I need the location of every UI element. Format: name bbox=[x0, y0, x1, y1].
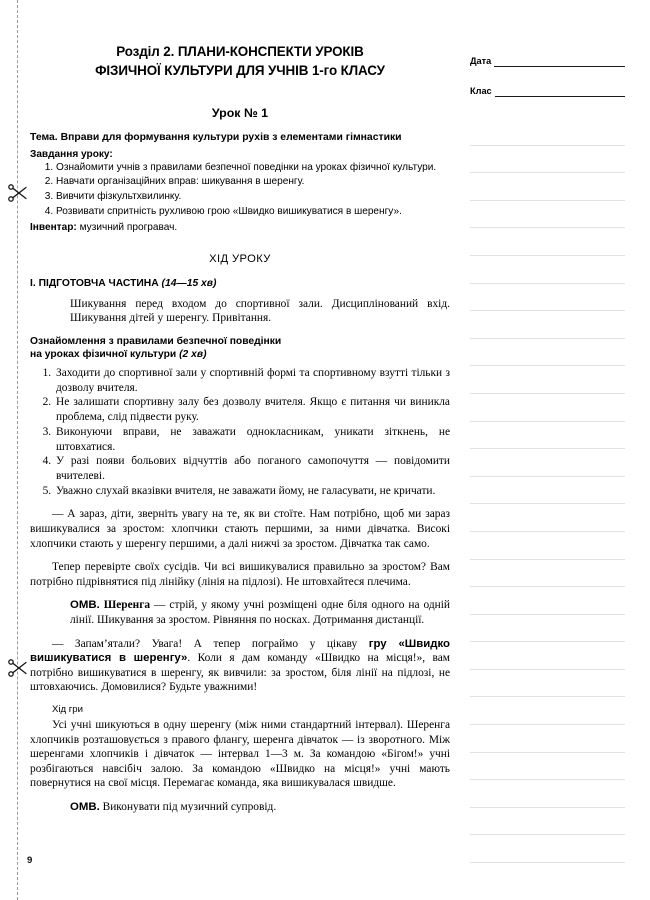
note-rule-line[interactable] bbox=[470, 697, 625, 725]
lesson-number: Урок № 1 bbox=[211, 106, 269, 121]
note-rule-line[interactable] bbox=[470, 753, 625, 781]
theme-label: Тема. bbox=[30, 132, 58, 144]
inventory-text: музичний програвач. bbox=[79, 221, 178, 233]
list-item: 1. Ознайомити учнів з правилами безпечної поведінки на уроках фізичної культури. bbox=[56, 161, 450, 176]
part-one-intro: Шикування перед входом до спортивної зали. Дисциплінований вхід. Шикування дітей у шеренгу. Привітання. bbox=[70, 297, 450, 325]
page-title-line-1: Розділ 2. ПЛАНИ-КОНСПЕКТИ УРОКІВ bbox=[116, 44, 364, 59]
class-field-label: Клас bbox=[470, 85, 492, 96]
lesson-flow-heading: ХІД УРОКУ bbox=[209, 252, 271, 265]
safety-duration: (2 хв) bbox=[179, 349, 207, 361]
game-flow-heading: Хід гри bbox=[52, 703, 83, 715]
objectives-label: Завдання уроку: bbox=[30, 148, 113, 160]
note-rule-line[interactable] bbox=[470, 339, 625, 367]
note-rule-line[interactable] bbox=[470, 311, 625, 339]
note-rule-line[interactable] bbox=[470, 449, 625, 477]
safety-heading-line-2: на уроках фізичної культури bbox=[30, 349, 177, 361]
game-intro-before: — Запам’ятали? Увага! А тепер пограймо у цікаву bbox=[52, 637, 369, 650]
omv-label: ОМВ. bbox=[70, 800, 100, 813]
note-rule-line[interactable] bbox=[470, 642, 625, 670]
notes-ruled-lines[interactable] bbox=[470, 118, 625, 863]
date-field-row[interactable] bbox=[470, 52, 625, 67]
note-rule-line[interactable] bbox=[470, 615, 625, 643]
note-rule-line[interactable] bbox=[470, 477, 625, 505]
note-rule-line[interactable] bbox=[470, 532, 625, 560]
note-rule-line[interactable] bbox=[470, 560, 625, 588]
safety-heading-line-1: Ознайомлення з правилами безпечної поведінки bbox=[30, 335, 282, 347]
note-rule-line[interactable] bbox=[470, 284, 625, 312]
lesson-content bbox=[30, 42, 450, 824]
theme-text: Вправи для формування культури рухів з елементами гімнастики bbox=[60, 132, 402, 144]
safety-heading bbox=[30, 335, 450, 362]
list-item: 3. Вивчити фізкультхвилинку. bbox=[56, 190, 450, 205]
scissors-icon bbox=[6, 656, 30, 680]
list-item: 4. У разі появи больових відчуттів або поганого самопочуття — повідомити вчителеві. bbox=[54, 454, 450, 483]
list-item: 3. Виконуючи вправи, не заважати однокласникам, уникати зіткнень, не штовхатися. bbox=[54, 425, 450, 454]
note-rule-line[interactable] bbox=[470, 422, 625, 450]
objectives-list bbox=[30, 161, 450, 220]
note-rule-line[interactable] bbox=[470, 725, 625, 753]
note-rule-line[interactable] bbox=[470, 835, 625, 863]
game-name: гру «Швидко вишикуватися в шеренгу» bbox=[30, 637, 450, 665]
omv-term: Шеренга bbox=[103, 599, 151, 612]
scissors-icon bbox=[6, 181, 30, 205]
note-rule-line[interactable] bbox=[470, 201, 625, 229]
omv-sheregna-note bbox=[70, 598, 450, 627]
inventory-line bbox=[30, 222, 450, 233]
note-rule-line[interactable] bbox=[470, 173, 625, 201]
list-item: 5. Уважно слухай вказівки вчителя, не заважати йому, не галасувати, не кричати. bbox=[54, 484, 450, 499]
date-field-label: Дата bbox=[470, 55, 492, 66]
note-rule-line[interactable] bbox=[470, 394, 625, 422]
perforation-cut-line bbox=[17, 0, 18, 900]
omv-label: ОМВ. bbox=[70, 599, 100, 612]
page-number: 9 bbox=[27, 855, 33, 866]
page-title bbox=[30, 42, 450, 80]
note-rule-line[interactable] bbox=[470, 228, 625, 256]
page-title-line-2: ФІЗИЧНОЇ КУЛЬТУРИ ДЛЯ УЧНІВ 1-го КЛАСУ bbox=[95, 63, 385, 79]
part-one-duration: (14—15 хв) bbox=[161, 277, 217, 289]
part-one-heading bbox=[30, 278, 450, 289]
note-rule-line[interactable] bbox=[470, 118, 625, 146]
class-field-row[interactable] bbox=[470, 82, 625, 97]
list-item: 2. Навчати організаційних вправ: шикування в шеренгу. bbox=[56, 175, 450, 190]
list-item: 4. Розвивати спритність рухливою грою «Швидко вишикуватися в шеренгу». bbox=[56, 205, 450, 220]
note-rule-line[interactable] bbox=[470, 146, 625, 174]
list-item: 2. Не залишати спортивну залу без дозволу вчителя. Якщо є питання чи виникла проблема, слід підвести руку. bbox=[54, 395, 450, 424]
note-rule-line[interactable] bbox=[470, 587, 625, 615]
notes-panel bbox=[470, 52, 625, 112]
theme-line bbox=[30, 131, 450, 145]
omv-music-note bbox=[70, 800, 450, 815]
game-intro-paragraph bbox=[30, 637, 450, 695]
note-rule-line[interactable] bbox=[470, 256, 625, 284]
note-rule-line[interactable] bbox=[470, 780, 625, 808]
inventory-label: Інвентар: bbox=[30, 221, 77, 233]
speech-paragraph: — А зараз, діти, зверніть увагу на те, як ви стоїте. Нам потрібно, щоб ми зараз вишикувалися за зростом: хлопчики стають першими, за ними дівчатка. Високі хлопчики стають у шеренгу першими, а далі нижчі за зростом. Дівчатка так само. bbox=[30, 508, 450, 550]
omv-text: — стрій, у якому учні розміщені одне біля одного на одній лінії. Шикування за зростом. Рівняння по носках. Дотримання дистанції. bbox=[70, 599, 450, 626]
note-rule-line[interactable] bbox=[470, 670, 625, 698]
class-field-rule[interactable] bbox=[495, 96, 625, 97]
game-intro-after: . Коли я дам команду «Швидко на місця!», вам потрібно вишикуватися в шеренгу, як вивчили: за зростом, біля лінії на підлозі, не штовхаючись. Домовилися? Будьте уважними! bbox=[30, 652, 451, 694]
omv-text: Виконувати під музичний супровід. bbox=[102, 800, 277, 813]
speech-paragraph: Тепер перевірте своїх сусідів. Чи всі вишикувалися правильно за зростом? Вам потрібно підрівнятися під лінійку (лінія на підлозі). Не штовхайтеся плечима. bbox=[30, 561, 450, 588]
note-rule-line[interactable] bbox=[470, 366, 625, 394]
date-field-rule[interactable] bbox=[494, 66, 625, 67]
list-item: 1. Заходити до спортивної зали у спортивній формі та спортивному взутті тільки з дозволу вчителя. bbox=[54, 366, 450, 395]
game-flow-text: Усі учні шикуються в одну шеренгу (між ними стандартний інтервал). Шеренга хлопчиків розташовується з правого флангу, шеренга дівчаток — із зворотного. Між шеренгами хлопчиків і дівчаток — інтервал 1—3 м. За командою «Бігом!» учні розбігаються навсібіч залою. За командою «Швидко на місця!» учні мають повернутися на свої місця. Перемагає команда, яка вишикувалася швидше. bbox=[30, 718, 450, 790]
note-rule-line[interactable] bbox=[470, 808, 625, 836]
safety-rules-list bbox=[30, 366, 450, 498]
note-rule-line[interactable] bbox=[470, 504, 625, 532]
part-one-title: І. ПІДГОТОВЧА ЧАСТИНА bbox=[30, 277, 159, 289]
